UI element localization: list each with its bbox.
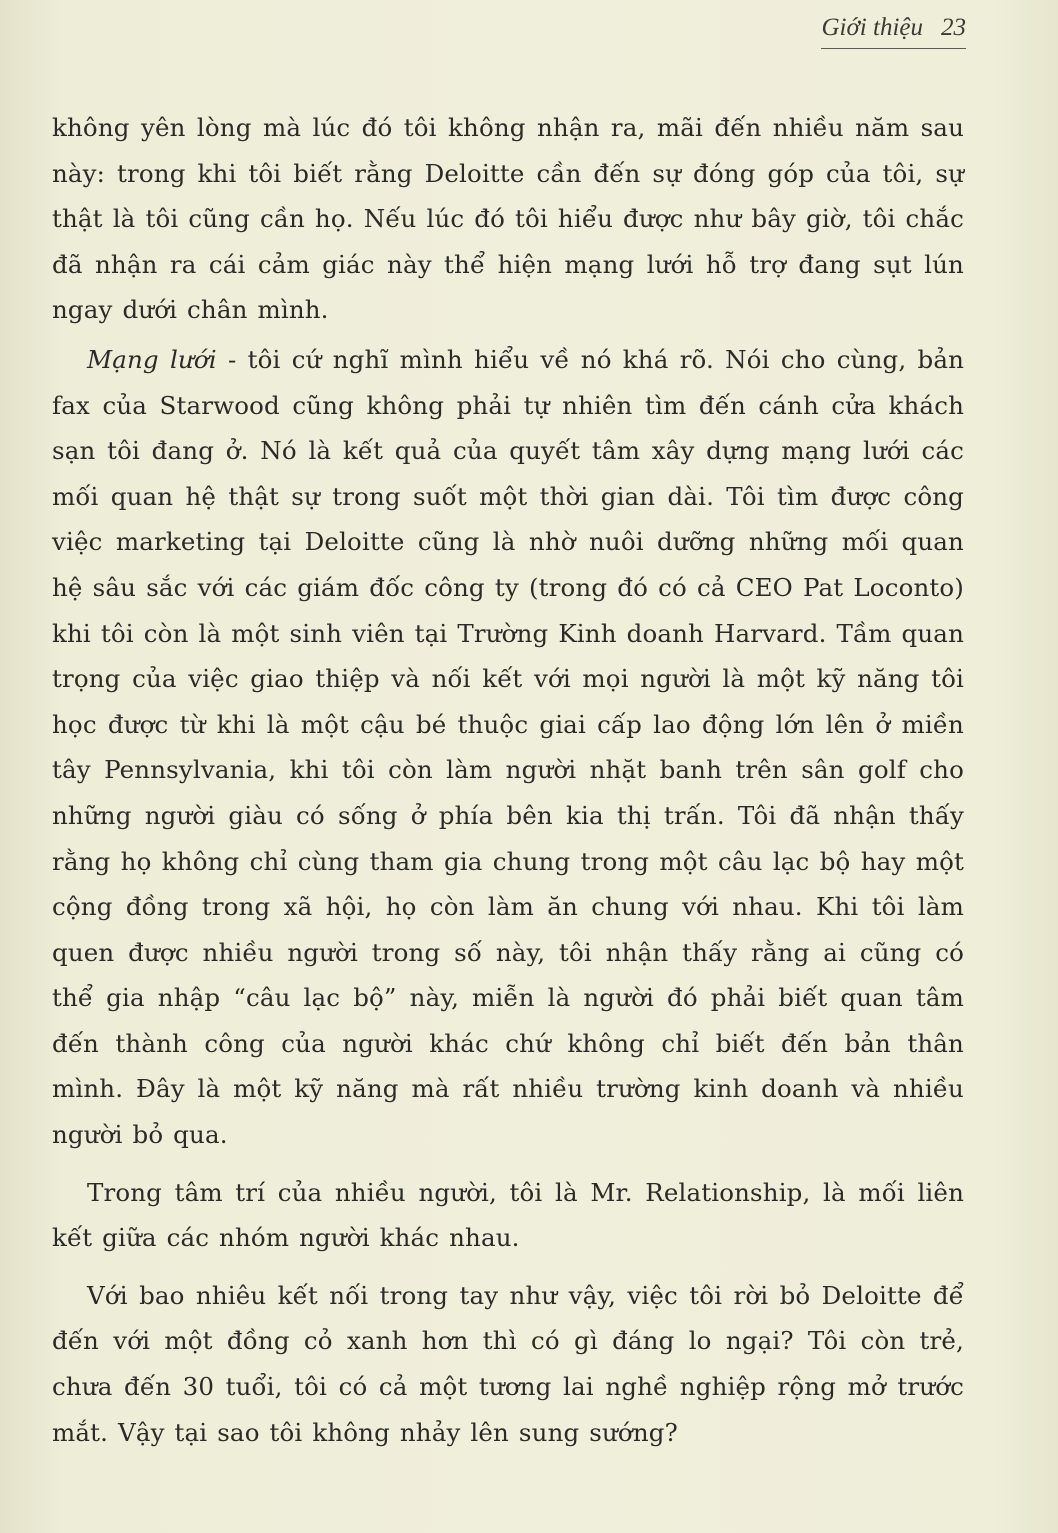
- paragraph-4: [52, 1273, 964, 1455]
- paragraph-2: [52, 337, 964, 1158]
- running-header: [821, 14, 966, 49]
- paragraph-4-text: Với bao nhiêu kết nối trong tay như vậy, việc tôi rời bỏ Deloitte để đến với một đồng cỏ xanh hơn thì có gì đáng lo ngại? Tôi còn trẻ, chưa đến 30 tuổi, tôi có cả một tương lai nghề nghiệp rộng mở trước mắt. Vậy tại sao tôi không nhảy lên sung sướng?: [52, 1280, 964, 1447]
- paragraph-3: [52, 1170, 964, 1261]
- section-title: Giới thiệu: [821, 14, 923, 41]
- paragraph-2-text: - tôi cứ nghĩ mình hiểu về nó khá rõ. Nói cho cùng, bản fax của Starwood cũng không phải tự nhiên tìm đến cánh cửa khách sạn tôi đang ở. Nó là kết quả của quyết tâm xây dựng mạng lưới các mối quan hệ thật sự trong suốt một thời gian dài. Tôi tìm được công việc marketing tại Deloitte cũng là nhờ nuôi dưỡng những mối quan hệ sâu sắc với các giám đốc công ty (trong đó có cả CEO Pat Loconto) khi tôi còn là một sinh viên tại Trường Kinh doanh Harvard. Tầm quan trọng của việc giao thiệp và nối kết với mọi người là một kỹ năng tôi học được từ khi là một cậu bé thuộc giai cấp lao động lớn lên ở miền tây Pennsylvania, khi tôi còn làm người nhặt banh trên sân golf cho những người giàu có sống ở phía bên kia thị trấn. Tôi đã nhận thấy rằng họ không chỉ cùng tham gia chung trong một câu lạc bộ hay một cộng đồng trong xã hội, họ còn làm ăn chung với nhau. Khi tôi làm quen được nhiều người trong số này, tôi nhận thấy rằng ai cũng có thể gia nhập “câu lạc bộ” này, miễn là người đó phải biết quan tâm đến thành công của người khác chứ không chỉ biết đến bản thân mình. Đây là một kỹ năng mà rất nhiều trường kinh doanh và nhiều người bỏ qua.: [52, 344, 965, 1150]
- paragraph-1-text: không yên lòng mà lúc đó tôi không nhận ra, mãi đến nhiều năm sau này: trong khi tôi biết rằng Deloitte cần đến sự đóng góp của tôi, sự thật là tôi cũng cần họ. Nếu lúc đó tôi hiểu được như bây giờ, tôi chắc đã nhận ra cái cảm giác này thể hiện mạng lưới hỗ trợ đang sụt lún ngay dưới chân mình.: [52, 113, 964, 325]
- body-text: [52, 105, 964, 1455]
- page-number: 23: [941, 14, 966, 41]
- paragraph-3-text: Trong tâm trí của nhiều người, tôi là Mr. Relationship, là mối liên kết giữa các nhóm người khác nhau.: [52, 1177, 964, 1253]
- paragraph-1: [52, 105, 964, 333]
- paragraph-2-italic-lead: Mạng lưới: [87, 344, 217, 374]
